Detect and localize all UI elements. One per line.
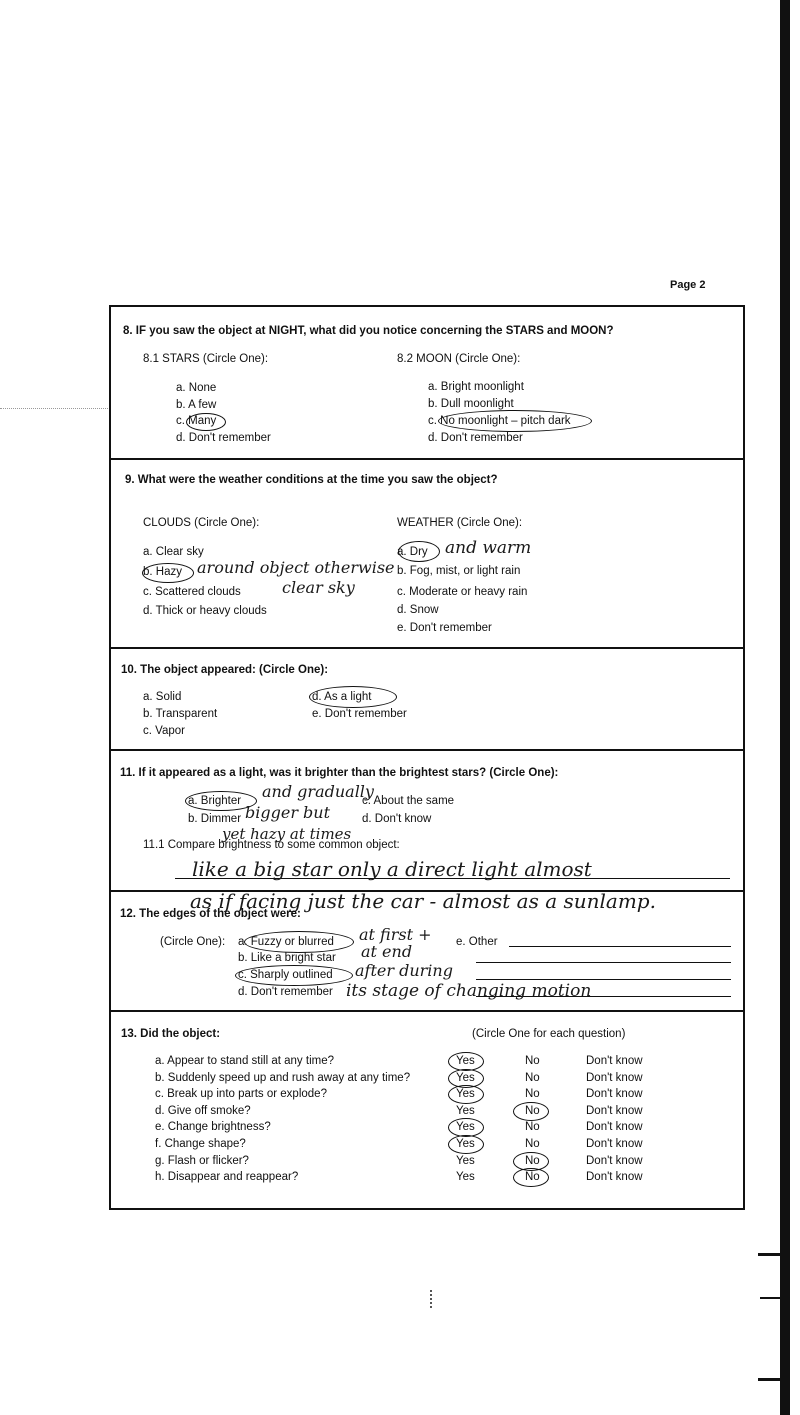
circled-answer-no-moonlight (438, 410, 592, 432)
q13-no-option[interactable]: No (525, 1155, 540, 1167)
q13-no-option[interactable]: No (525, 1105, 540, 1117)
brightness-option[interactable]: d. Don't know (362, 813, 432, 825)
page-number: Page 2 (670, 279, 706, 291)
appearance-option[interactable]: b. Transparent (143, 708, 218, 720)
q13-dont-know-option[interactable]: Don't know (586, 1072, 643, 1084)
q13-yes-option[interactable]: Yes (456, 1121, 475, 1133)
scan-mark (758, 1253, 780, 1256)
weather-option[interactable]: e. Don't remember (397, 622, 492, 634)
handwritten-note: at first + (359, 925, 432, 944)
q13-dont-know-option[interactable]: Don't know (586, 1105, 643, 1117)
q13-yes-option[interactable]: Yes (456, 1105, 475, 1117)
question-9-text: 9. What were the weather conditions at the time you saw the object? (125, 474, 498, 486)
stars-option[interactable]: b. A few (176, 399, 217, 411)
stars-option[interactable]: c. Many (176, 415, 217, 427)
q13-dont-know-option[interactable]: Don't know (586, 1088, 643, 1100)
q13-no-option[interactable]: No (525, 1072, 540, 1084)
question-13-instruction: (Circle One for each question) (472, 1028, 626, 1040)
circled-answer-yes (448, 1135, 484, 1154)
scan-mark (760, 1297, 780, 1299)
scan-mark (758, 1378, 780, 1381)
q13-no-option[interactable]: No (525, 1121, 540, 1133)
q13-dont-know-option[interactable]: Don't know (586, 1155, 643, 1167)
weather-option[interactable]: b. Fog, mist, or light rain (397, 565, 521, 577)
q13-yes-option[interactable]: Yes (456, 1138, 475, 1150)
q13-no-option[interactable]: No (525, 1088, 540, 1100)
brightness-option[interactable]: a. Brighter (188, 795, 242, 807)
weather-option[interactable]: d. Snow (397, 604, 439, 616)
other-answer-line[interactable] (476, 979, 731, 980)
other-answer-line[interactable] (509, 946, 731, 947)
question-13-text: 13. Did the object: (121, 1028, 221, 1040)
moon-option[interactable]: b. Dull moonlight (428, 398, 514, 410)
brightness-option[interactable]: b. Dimmer (188, 813, 242, 825)
appearance-option[interactable]: d. As a light (312, 691, 372, 703)
circled-answer-no (513, 1102, 549, 1121)
brightness-option[interactable]: c. About the same (362, 795, 455, 807)
clouds-option[interactable]: b. Hazy (143, 566, 182, 578)
handwritten-note: and warm (445, 538, 532, 558)
handwritten-note: its stage of changing motion (346, 981, 592, 1001)
edges-option[interactable]: e. Other (456, 936, 498, 948)
appearance-option[interactable]: a. Solid (143, 691, 182, 703)
other-answer-line[interactable] (476, 962, 731, 963)
question-11-text: 11. If it appeared as a light, was it brighter than the brightest stars? (Circle One): (120, 767, 559, 779)
appearance-option[interactable]: c. Vapor (143, 725, 185, 737)
q13-dont-know-option[interactable]: Don't know (586, 1171, 643, 1183)
question-8-text: 8. IF you saw the object at NIGHT, what did you notice concerning the STARS and MOON? (123, 325, 614, 337)
moon-option[interactable]: a. Bright moonlight (428, 381, 524, 393)
scan-dotted-line (0, 408, 110, 409)
circled-answer-fuzzy (244, 931, 354, 953)
handwritten-answer: as if facing just the car - almost as a sunlamp. (190, 889, 656, 913)
weather-heading: WEATHER (Circle One): (397, 517, 523, 529)
scan-edge-bar (780, 0, 790, 1415)
handwritten-note: clear sky (282, 578, 355, 597)
edges-option[interactable]: c. Sharply outlined (238, 969, 333, 981)
divider-q12-q13 (109, 1010, 745, 1012)
stars-option[interactable]: d. Don't remember (176, 432, 271, 444)
clouds-heading: CLOUDS (Circle One): (143, 517, 260, 529)
stars-option[interactable]: a. None (176, 382, 217, 394)
q13-yes-option[interactable]: Yes (456, 1155, 475, 1167)
weather-option[interactable]: c. Moderate or heavy rain (397, 586, 528, 598)
handwritten-note: and gradually (262, 782, 374, 801)
edges-option[interactable]: b. Like a bright star (238, 952, 336, 964)
handwritten-note: around object otherwise (197, 558, 395, 577)
appearance-option[interactable]: e. Don't remember (312, 708, 407, 720)
edges-option[interactable]: a. Fuzzy or blurred (238, 936, 334, 948)
q13-row-text: a. Appear to stand still at any time? (155, 1055, 334, 1067)
q13-no-option[interactable]: No (525, 1171, 540, 1183)
q13-yes-option[interactable]: Yes (456, 1055, 475, 1067)
q13-dont-know-option[interactable]: Don't know (586, 1055, 643, 1067)
q13-dont-know-option[interactable]: Don't know (586, 1138, 643, 1150)
question-12-text: 12. The edges of the object were: (120, 908, 301, 920)
clouds-option[interactable]: c. Scattered clouds (143, 586, 241, 598)
q13-row-text: e. Change brightness? (155, 1121, 271, 1133)
q13-row-text: b. Suddenly speed up and rush away at any time? (155, 1072, 411, 1084)
circled-answer-hazy (142, 563, 194, 583)
handwritten-note: at end (361, 942, 413, 961)
circled-answer-many (186, 413, 226, 431)
clouds-option[interactable]: d. Thick or heavy clouds (143, 605, 267, 617)
q13-row-text: f. Change shape? (155, 1138, 246, 1150)
circle-one-label: (Circle One): (160, 936, 226, 948)
scan-mark (430, 1290, 434, 1308)
q13-no-option[interactable]: No (525, 1055, 540, 1067)
handwritten-answer: like a big star only a direct light almost (192, 857, 592, 881)
weather-option[interactable]: a. Dry (397, 546, 428, 558)
q13-row-text: g. Flash or flicker? (155, 1155, 249, 1167)
circled-answer-sharply-outlined (235, 965, 353, 986)
q13-yes-option[interactable]: Yes (456, 1072, 475, 1084)
divider-q8-q9 (109, 458, 745, 460)
moon-option[interactable]: d. Don't remember (428, 432, 523, 444)
moon-heading: 8.2 MOON (Circle One): (397, 353, 521, 365)
q13-no-option[interactable]: No (525, 1138, 540, 1150)
moon-option[interactable]: c. No moonlight – pitch dark (428, 415, 571, 427)
handwritten-note: yet hazy at times (222, 825, 352, 843)
circled-answer-yes (448, 1085, 484, 1104)
circled-answer-as-a-light (309, 686, 397, 708)
stars-heading: 8.1 STARS (Circle One): (143, 353, 269, 365)
divider-q10-q11 (109, 749, 745, 751)
q13-yes-option[interactable]: Yes (456, 1088, 475, 1100)
question-10-text: 10. The object appeared: (Circle One): (121, 664, 329, 676)
edges-option[interactable]: d. Don't remember (238, 986, 333, 998)
circled-answer-dry (398, 541, 440, 562)
q13-dont-know-option[interactable]: Don't know (586, 1121, 643, 1133)
q13-row-text: h. Disappear and reappear? (155, 1171, 299, 1183)
handwritten-note: after during (355, 961, 453, 980)
clouds-option[interactable]: a. Clear sky (143, 546, 204, 558)
q13-row-text: d. Give off smoke? (155, 1105, 251, 1117)
divider-q9-q10 (109, 647, 745, 649)
brightness-compare-label: 11.1 Compare brightness to some common object: (143, 839, 400, 851)
q13-row-text: c. Break up into parts or explode? (155, 1088, 327, 1100)
q13-yes-option[interactable]: Yes (456, 1171, 475, 1183)
circled-answer-no (513, 1168, 549, 1187)
handwritten-note: bigger but (245, 803, 331, 822)
